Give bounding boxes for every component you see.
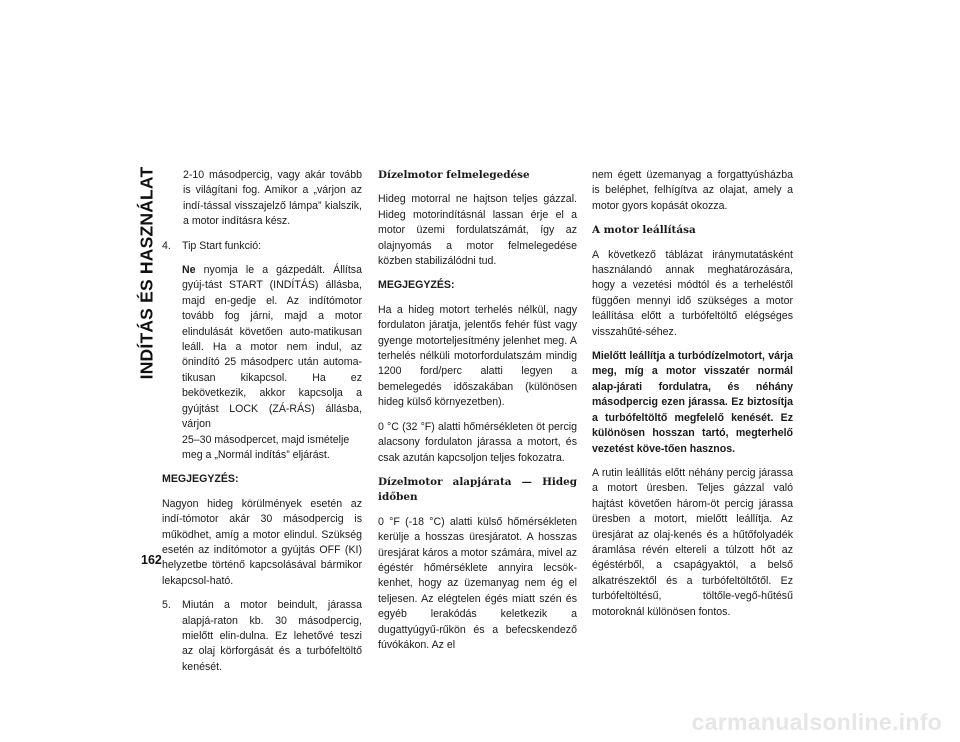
list-item-5 (162, 598, 362, 675)
column-1 (162, 168, 362, 684)
note-text: Nagyon hideg körülmények esetén az indí-tómotor akár 30 másodpercig is működhet, amíg a motor elindul. Szükség esetén az indítómotor a gyújtás OFF (KI) helyzetbe történő kapcsolásával bármikor lekapcsol-ható. (162, 497, 362, 587)
column-2 (378, 168, 577, 662)
bold-paragraph: Mielőtt leállítja a turbódízelmotort, várja meg, míg a motor visszatér normál alap-járati fordulatra, és néhány másodpercig ezen járassa. Ez biztosítja a turbófeltöltő megfelelő kenését. Ez különösen hosszan tartó, megterhelő vezetést köve-tően hasznos. (592, 350, 793, 455)
paragraph: nem égett üzemanyag a forgattyúsházba is beléphet, felhígítva az olajat, amely a motor gyors kopását okozza. (592, 169, 793, 212)
list-number: 4. (162, 239, 171, 252)
emphasis-word: Ne (182, 264, 196, 277)
heading-diesel-warmup: Dízelmotor felmelegedése (378, 169, 530, 181)
list-item-text-continued: 25–30 másodpercet, majd ismételje meg a „Normál indítás” eljárást. (182, 433, 350, 461)
page-number: 162 (141, 553, 162, 567)
paragraph: 0 °C (32 °F) alatti hőmérsékleten öt percig alacsony fordulaton járassa a motort, és csak azután kapcsoljon teljes fokozatra. (378, 420, 577, 464)
paragraph: A rutin leállítás előtt néhány percig járassa a motort üresben. Teljes gázzal való hajtást követően három-öt percig járassa üresben a motort, mielőtt leállítja. Az üresjárat az olaj-kenés és a hűtőfolyadék áramlása révén eltereli a túlzott hőt az égéstérből, a csapágyaktól, a belső alkatrészektől és a turbófeltöltőtől. Ez turbófeltöltésű, töltőle-vegő-hűtésű motoroknál különösen fontos. (592, 466, 793, 618)
paragraph: 0 °F (-18 °C) alatti külső hőmérsékleten kerülje a hosszas üresjáratot. A hosszas üresjárat káros a motor számára, mivel az égéstér hőmérséklete annyira lecsök-kenhet, hogy az üzemanyag nem ég el teljesen. Az elégtelen égés miatt szén és egyéb lerakódás keletkezik a dugattyúgyű-rűkön és a befecskendező fúvókákon. Az el (378, 515, 577, 651)
heading-engine-shutdown: A motor leállítása (592, 224, 696, 237)
heading-cold-idle: Dízelmotor alapjárata — Hideg időben (378, 475, 577, 504)
continued-paragraph: 2-10 másodpercig, vagy akár tovább is világítani fog. Amikor a „várjon az indí-tással visszajelző lámpa” kialszik, a motor indításra kész. (183, 169, 362, 228)
note-label: MEGJEGYZÉS: (162, 473, 239, 486)
column-3 (592, 168, 793, 629)
section-side-tab (136, 166, 158, 380)
paragraph: Hideg motorral ne hajtson teljes gázzal. Hideg motorindításnál lassan érje el a motor üzemi fordulatszámát, így az olajnyomás a motor felmelegedése közben stabilizálódni tud. (378, 193, 577, 268)
list-number: 5. (162, 599, 171, 612)
list-item-title: Tip Start funkció: (182, 239, 262, 252)
note-text: Ha a hideg motort terhelés nélkül, nagy fordulaton járatja, jelentős fehér füst vagy gyenge motorteljesítmény jelenhet meg. A terhelés nélküli motorfordulatszám mindig 1200 ford/perc alatti legyen a bemelegedés időszakában (különösen hideg külső környezetben). (378, 303, 577, 409)
section-title: INDÍTÁS ÉS HASZNÁLAT (136, 166, 157, 380)
list-item-text: Miután a motor beindult, járassa alapjá-raton kb. 30 másodpercig, mielőtt elin-dulna. Ez lehetővé teszi az olaj körforgását és a turbófeltöltő kenését. (182, 599, 362, 673)
watermark: carmanualsonline.info (691, 709, 942, 735)
note-label: MEGJEGYZÉS: (378, 279, 455, 292)
list-item-text (182, 263, 362, 463)
list-item-4 (162, 239, 362, 464)
list-item-text-body: nyomja le a gázpedált. Állítsa gyúj-tást START (INDÍTÁS) állásba, majd en-gedje el. Az indítómotor tovább fog járni, majd a motor elindulását követően auto-matikusan leáll. Ha a motor nem indul, az önindító 25 másodperc után automa-tikusan kikapcsol. Ha ez bekövetkezik, akkor kapcsolja a gyújtást LOCK (ZÁ-RÁS) állásba, várjon (182, 264, 362, 431)
paragraph: A következő táblázat iránymutatásként használandó annak meghatározására, hogy a vezetési módtól és a terheléstől függően mennyi idő szükséges a motor leállítása előtt a turbófeltöltő elégséges visszahűté-séhez. (592, 248, 793, 338)
